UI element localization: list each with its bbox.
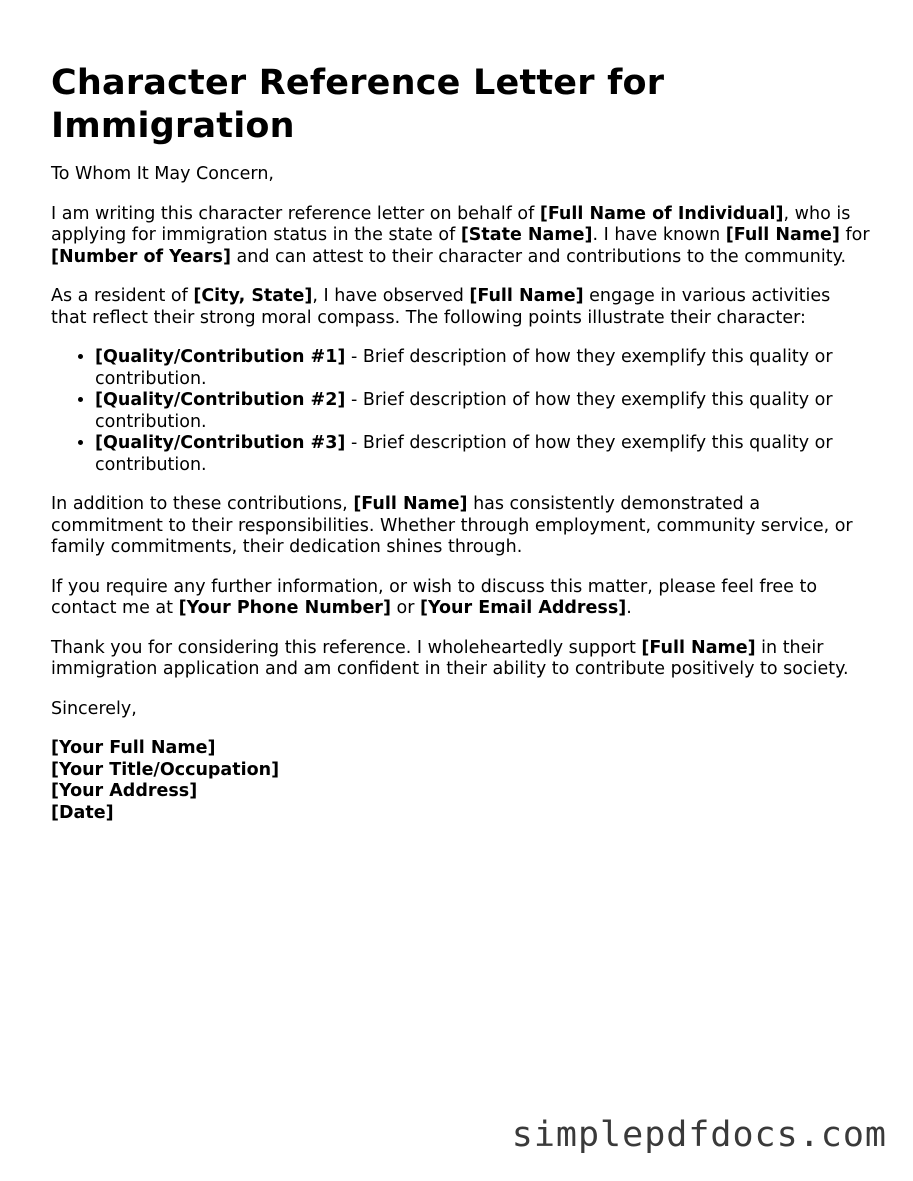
watermark: simplepdfdocs.com: [511, 1115, 887, 1155]
text: .: [626, 598, 632, 618]
list-item-text: - Brief description of how they exemplify this quality or contribution.: [95, 347, 833, 389]
placeholder-city-state: [City, State]: [193, 286, 313, 306]
placeholder-full-name: [Full Name]: [641, 637, 756, 658]
text: . I have known: [592, 225, 726, 245]
placeholder-number-of-years: [Number of Years]: [51, 246, 231, 267]
resident-paragraph: [51, 286, 871, 329]
text: engage in various activities that reflect their strong moral compass. The following points illustrate their character:: [51, 286, 831, 328]
signature-name: [Your Full Name]: [51, 738, 216, 758]
thanks-paragraph: [51, 638, 871, 681]
text: In addition to these contributions,: [51, 494, 354, 514]
commitment-paragraph: [51, 494, 871, 559]
quality-list: [51, 347, 871, 476]
text: Thank you for considering this reference. I wholeheartedly support: [51, 637, 642, 658]
contact-paragraph: [51, 577, 871, 620]
placeholder-full-name: [Full Name]: [469, 286, 584, 306]
text: I am writing this character reference letter on behalf of: [51, 203, 540, 224]
salutation: To Whom It May Concern,: [51, 164, 274, 184]
text: , I have observed: [312, 286, 470, 306]
list-item: [95, 347, 871, 390]
text: As a resident of: [51, 286, 194, 306]
list-item-text: - Brief description of how they exemplify this quality or contribution.: [95, 433, 833, 475]
letter-page: [51, 62, 871, 824]
signature-address: [Your Address]: [51, 781, 198, 801]
list-item: [95, 433, 871, 476]
signature-block: [51, 738, 871, 824]
text: If you require any further information, or wish to discuss this matter, please feel free to contact me at: [51, 576, 818, 618]
intro-paragraph: [51, 204, 871, 269]
signature-date: [Date]: [51, 802, 114, 823]
list-item-label: [Quality/Contribution #2]: [95, 390, 346, 410]
text: has consistently demonstrated a commitment to their responsibilities. Whether through employment, community service, or family commitments, their dedication shines through.: [51, 494, 853, 557]
text: , who is applying for immigration status in the state of: [51, 203, 851, 245]
text: and can attest to their character and contributions to the community.: [230, 246, 847, 267]
placeholder-state-name: [State Name]: [460, 225, 593, 245]
text: or: [390, 598, 420, 618]
text: for: [839, 225, 870, 245]
list-item-label: [Quality/Contribution #3]: [95, 433, 346, 453]
placeholder-email-address: [Your Email Address]: [419, 598, 627, 618]
text: in their immigration application and am confident in their ability to contribute positively to society.: [51, 637, 849, 679]
page-title: Character Reference Letter for Immigration: [51, 63, 665, 146]
list-item: [95, 390, 871, 433]
placeholder-full-name-of-individual: [Full Name of Individual]: [539, 203, 784, 224]
placeholder-phone-number: [Your Phone Number]: [178, 598, 391, 618]
placeholder-full-name: [Full Name]: [353, 494, 468, 514]
signature-title: [Your Title/Occupation]: [51, 759, 280, 780]
placeholder-full-name: [Full Name]: [725, 225, 840, 245]
closing: Sincerely,: [51, 698, 137, 719]
list-item-text: - Brief description of how they exemplify this quality or contribution.: [95, 390, 833, 432]
list-item-label: [Quality/Contribution #1]: [95, 347, 346, 367]
